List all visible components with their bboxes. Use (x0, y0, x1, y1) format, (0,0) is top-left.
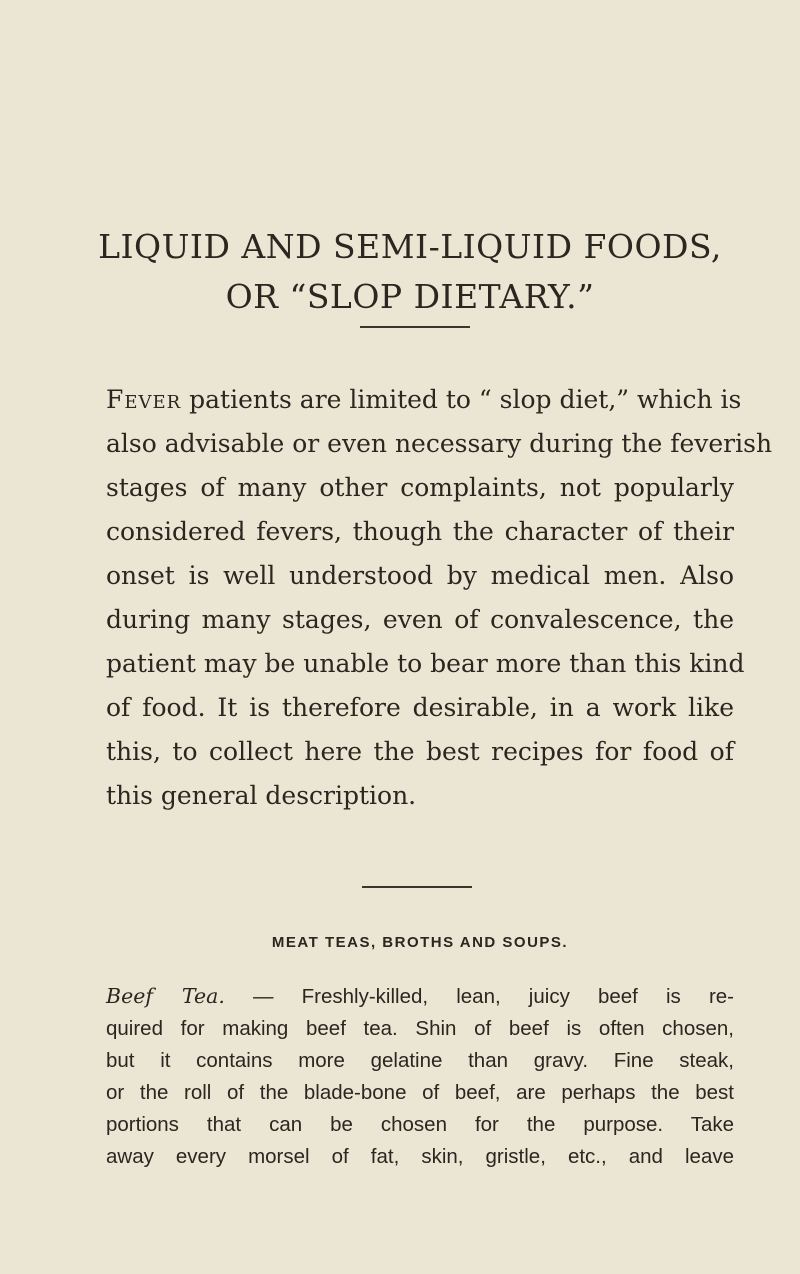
recipe-line-6: away every morsel of fat, skin, gristle, etc., and leave (106, 1145, 734, 1168)
intro-line-2: also advisable or even necessary during the feverish (106, 429, 773, 458)
intro-line-1: Fever patients are limited to “ slop diet,” which is (106, 385, 742, 414)
recipe-line-3: but it contains more gelatine than gravy. Fine steak, (106, 1049, 734, 1072)
chapter-title (0, 222, 800, 322)
intro-line-8: of food. It is therefore desirable, in a work like (106, 693, 734, 722)
intro-first-word: Fever (106, 385, 182, 414)
section-divider (362, 886, 472, 888)
intro-line-3: stages of many other complaints, not popularly (106, 473, 734, 502)
title-divider (360, 326, 470, 328)
recipe-line-5: portions that can be chosen for the purpose. Take (106, 1113, 734, 1136)
recipe-title: Beef Tea. (106, 984, 225, 1008)
intro-paragraph (106, 378, 773, 818)
intro-line-4: considered fevers, though the character of their (106, 517, 734, 546)
recipe-line-2: quired for making beef tea. Shin of beef is often chosen, (106, 1017, 734, 1040)
recipe-line-1: Beef Tea. — Freshly-killed, lean, juicy beef is re- (106, 984, 734, 1008)
intro-line-9: this, to collect here the best recipes for food of (106, 737, 734, 766)
intro-line-7: patient may be unable to bear more than this kind (106, 649, 745, 678)
intro-line-6: during many stages, even of convalescence, the (106, 605, 734, 634)
intro-line-5: onset is well understood by medical men. Also (106, 561, 734, 590)
recipe-line-4: or the roll of the blade-bone of beef, are perhaps the best (106, 1081, 734, 1104)
section-heading: MEAT TEAS, BROTHS AND SOUPS. (271, 934, 569, 951)
chapter-title-line-1: LIQUID AND SEMI-LIQUID FOODS, (98, 227, 722, 266)
intro-line-10: this general description. (106, 781, 417, 810)
recipe-beef-tea (106, 980, 734, 1173)
chapter-title-line-2: OR “SLOP DIETARY.” (225, 277, 595, 316)
